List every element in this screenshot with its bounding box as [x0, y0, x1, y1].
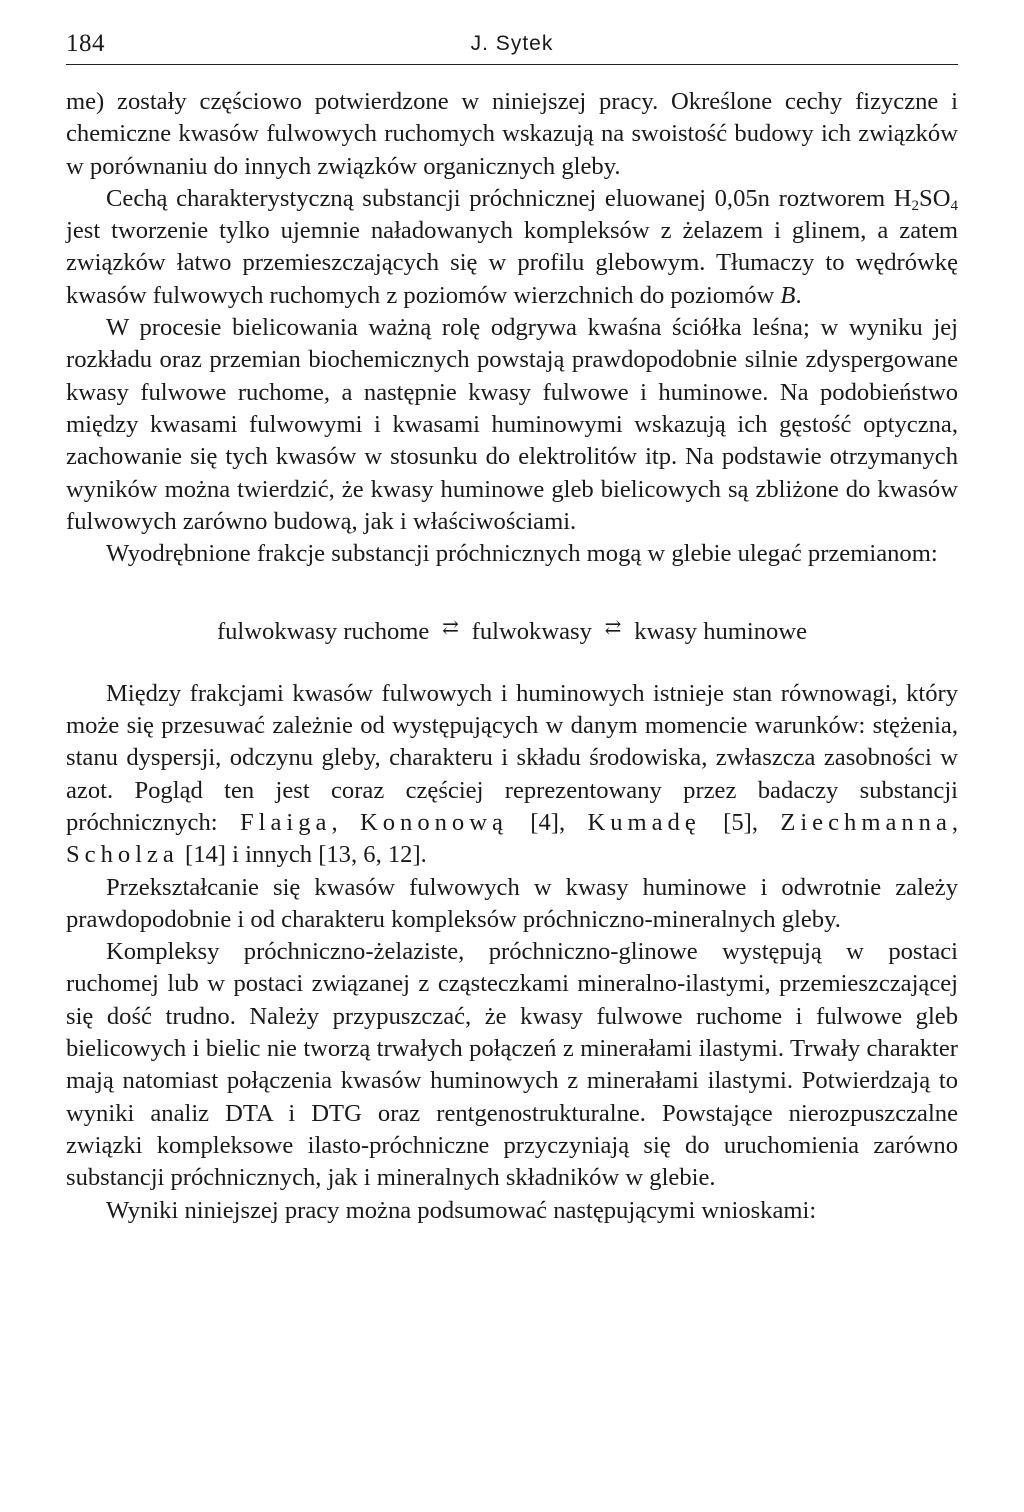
author-name-ziechmann: Ziechmanna: [780, 808, 952, 836]
author-name-kononova: Kononową: [359, 808, 508, 836]
separator: ,: [951, 808, 959, 836]
paragraph-3: W procesie bielicowania ważną rolę odgrywa kwaśna ściółka leśna; w wyniku jej rozkładu oraz przemian biochemicznych powstają prawdopodobnie silnie zdyspergowane kwasy fulwowe ruchome, a następnie kwasy fulwowe i huminowe. Na podobieństwo między kwasami fulwowymi i kwasami huminowymi wskazują ich gęstość optyczna, zachowanie się tych kwasów w stosunku do elektrolitów itp. Na podstawie otrzymanych wyników można twierdzić, że kwasy huminowe gleb bielicowych są zbliżone do kwasów fulwowych zarówno budową, jak i właściwościami.: [66, 314, 958, 535]
subscript-2: 2: [911, 197, 920, 214]
paragraph-5-text: Między frakcjami kwasów fulwowych i huminowych istnieje stan równowagi, który może się przesuwać zależnie od występujących w danym momencie warunków: stężenia, stanu dyspersji, odczynu gleby, charakteru i składu środowiska, zwłaszcza zasobności w azot. Pogląd ten jest coraz częściej reprezentowany przez badaczy substancji próchnicznych:: [66, 679, 958, 836]
paragraph-1: me) zostały częściowo potwierdzone w niniejszej pracy. Określone cechy fizyczne i chemiczne kwasów fulwowych ruchomych wskazują na swoistość budowy ich związków w porównaniu do innych związków organicznych gleby.: [66, 88, 958, 180]
running-head: J. Sytek: [470, 32, 554, 55]
paragraph-8: Wyniki niniejszej pracy można podsumować następującymi wnioskami:: [106, 1196, 817, 1224]
paragraph-2-text-a: Cechą charakterystyczną substancji próchnicznej eluowanej 0,05n roztworem H: [106, 184, 912, 212]
paragraph-6: Przekształcanie się kwasów fulwowych w kwasy huminowe i odwrotnie zależy prawdopodobnie i od charakteru kompleksów próchniczno-mineralnych gleby.: [66, 873, 958, 933]
reference: [4],: [507, 808, 588, 836]
separator: ,: [331, 808, 360, 836]
reference: [5],: [700, 808, 781, 836]
paragraph-2-text-b: SO: [919, 184, 951, 212]
subscript-4: 4: [950, 197, 958, 214]
equilibrium-formula: [66, 616, 958, 649]
author-name-scholz: Scholza: [66, 841, 179, 869]
paragraph-2: [66, 183, 958, 312]
equilibrium-arrow-icon: ⇄: [442, 617, 459, 640]
formula-term-3: kwasy huminowe: [634, 618, 808, 646]
body-text: [66, 86, 958, 1227]
paragraph-4: Wyodrębnione frakcje substancji próchnicznych mogą w glebie ulegać przemianom:: [106, 540, 938, 568]
page-number: 184: [66, 30, 105, 57]
paragraph-7: Kompleksy próchniczno-żelaziste, próchniczno-glinowe występują w postaci ruchomej lub w postaci związanej z cząsteczkami mineralno-ilastymi, przemieszczającej się dość trudno. Należy przypuszczać, że kwasy fulwowe ruchome i fulwowe gleb bielicowych i bielic nie tworzą trwałych połączeń z minerałami ilastymi. Trwały charakter mają natomiast połączenia kwasów huminowych z minerałami ilastymi. Potwierdzają to wyniki analiz DTA i DTG oraz rentgenostrukturalne. Powstające nierozpuszczalne związki kompleksowe ilasto-próchniczne przyczyniają się do uruchomienia zarówno substancji próchnicznych, jak i mineralnych składników w glebie.: [66, 938, 958, 1192]
paragraph-2-end: .: [795, 281, 802, 309]
author-name-kumada: Kumadę: [587, 808, 701, 836]
formula-term-1: fulwokwasy ruchome: [216, 618, 430, 646]
formula-term-2: fulwokwasy: [471, 618, 592, 646]
page-header: [66, 28, 958, 65]
equilibrium-arrow-icon: ⇄: [604, 617, 622, 640]
paragraph-5: [66, 678, 958, 872]
paragraph-5-end: [14] i innych [13, 6, 12].: [178, 841, 427, 869]
author-name-flaig: Flaiga: [239, 808, 332, 836]
paragraph-2-text-c: jest tworzenie tylko ujemnie naładowanych kompleksów z żelazem i glinem, a zatem związków łatwo przemieszczających się w profilu glebowym. Tłumaczy to wędrówkę kwasów fulwowych ruchomych z poziomów wierzchnich do poziomów: [66, 217, 958, 309]
horizon-b-label: B: [780, 281, 796, 309]
